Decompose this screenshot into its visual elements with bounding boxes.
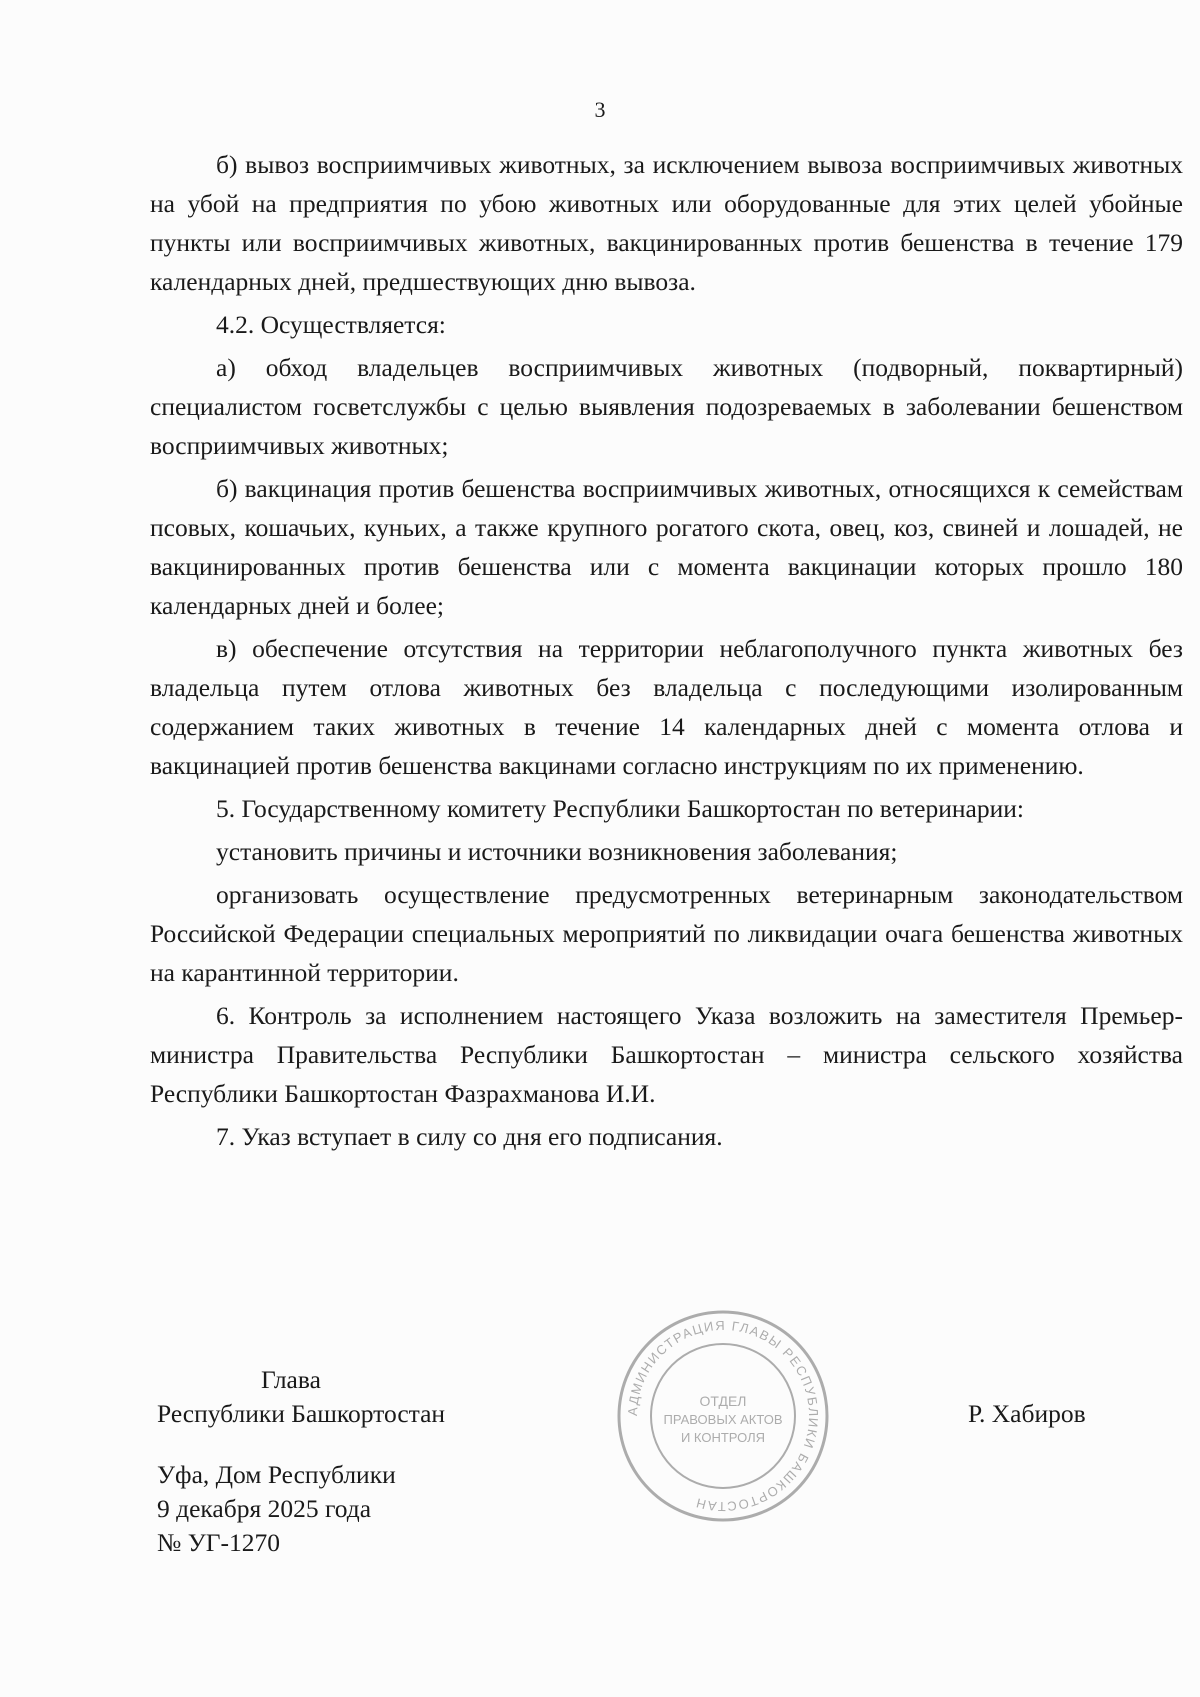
official-seal-stamp [615, 1308, 831, 1524]
signatory-title-line1: Глава [261, 1365, 321, 1394]
paragraph-6: 6. Контроль за исполнением настоящего Указа возложить на заместителя Премьер-министра Правительства Республики Башкортостан – министра сельского хозяйства Республики Башкортостан Фазрахманова И.И. [150, 1001, 1183, 1108]
paragraph-5: 5. Государственному комитету Республики Башкортостан по ветеринарии: [216, 794, 1024, 823]
page-number: 3 [594, 97, 606, 122]
signing-place: Уфа, Дом Республики [157, 1460, 396, 1489]
stamp-outer-text: АДМИНИСТРАЦИЯ ГЛАВЫ РЕСПУБЛИКИ БАШКОРТОСТАН [624, 1317, 822, 1515]
signatory-title-line2: Республики Башкортостан [157, 1399, 446, 1428]
stamp-center-line3: И КОНТРОЛЯ [680, 1430, 766, 1445]
paragraph-export-restriction: б) вывоз восприимчивых животных, за исключением вывоза восприимчивых животных на убой на предприятия по убою животных или оборудованные для этих целей убойные пункты или восприимчивых животных, вакцинированных против бешенства в течение 179 календарных дней, предшествующих дню вывоза. [150, 150, 1183, 296]
decree-body [150, 145, 1183, 1160]
paragraph-4-2-heading: 4.2. Осуществляется: [216, 310, 446, 339]
signatory-name: Р. Хабиров [968, 1399, 1086, 1428]
stamp-center-line2: ПРАВОВЫХ АКТОВ [663, 1412, 783, 1427]
paragraph-4-2-c: в) обеспечение отсутствия на территории неблагополучного пункта животных без владельца путем отлова животных без владельца с последующими изолированным содержанием таких животных в течение 14 календарных дней с момента отлова и вакцинацией против бешенства вакцинами согласно инструкциям по их применению. [150, 634, 1183, 780]
stamp-center-line1: ОТДЕЛ [699, 1393, 747, 1409]
paragraph-7: 7. Указ вступает в силу со дня его подписания. [216, 1122, 723, 1151]
paragraph-4-2-b: б) вакцинация против бешенства восприимчивых животных, относящихся к семействам псовых, кошачьих, куньих, а также крупного рогатого скота, овец, коз, свиней и лошадей, не вакцинированных против бешенства или с момента вакцинации которых прошло 180 календарных дней и более; [150, 474, 1183, 620]
decree-number: № УГ-1270 [157, 1528, 280, 1557]
signing-date: 9 декабря 2025 года [157, 1494, 372, 1523]
paragraph-4-2-a: а) обход владельцев восприимчивых животных (подворный, поквартирный) специалистом госветслужбы с целью выявления подозреваемых в заболевании бешенством восприимчивых животных; [150, 353, 1183, 460]
paragraph-5-causes: установить причины и источники возникновения заболевания; [216, 837, 898, 866]
paragraph-5-organize: организовать осуществление предусмотренных ветеринарным законодательством Российской Федерации специальных мероприятий по ликвидации очага бешенства животных на карантинной территории. [150, 880, 1183, 987]
